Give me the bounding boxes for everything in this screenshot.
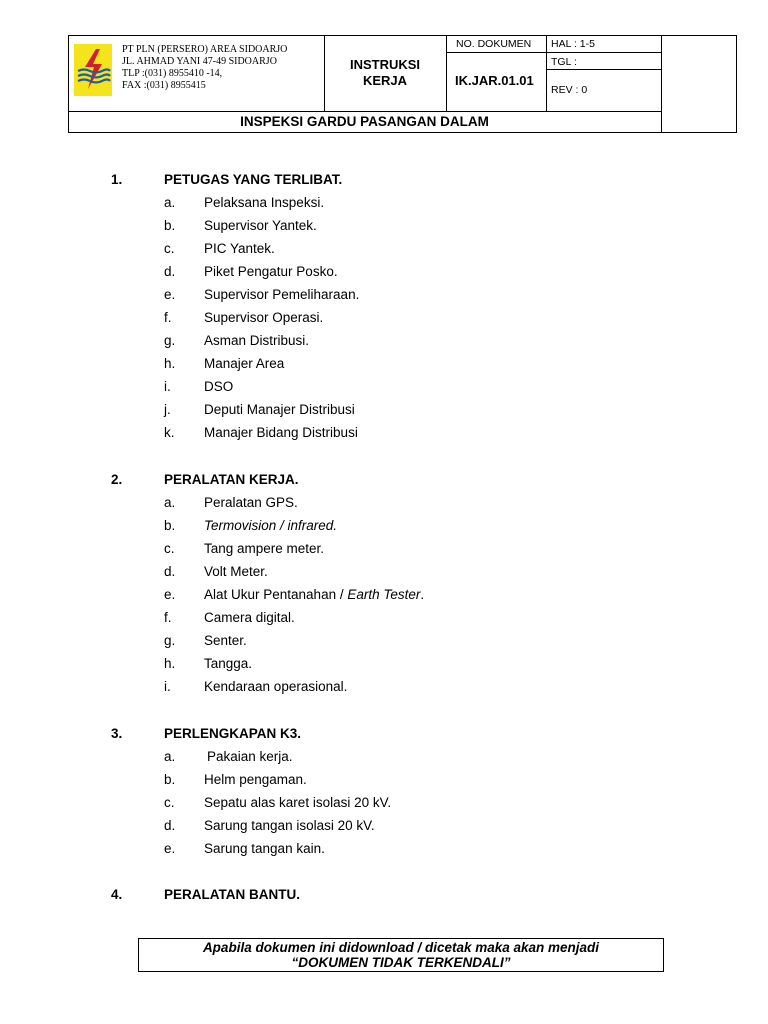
list-item: Peralatan GPS. [204, 495, 298, 510]
list-item: Helm pengaman. [204, 772, 307, 787]
doc-type-line2: KERJA [362, 73, 408, 88]
item-letter: c. [164, 541, 175, 556]
item-letter: j. [164, 402, 171, 417]
border-right [736, 35, 737, 133]
list-item: Piket Pengatur Posko. [204, 264, 338, 279]
item-letter: a. [164, 195, 176, 210]
border-doctype-right [446, 35, 447, 112]
list-item: Sarung tangan kain. [204, 841, 325, 856]
item-letter: b. [164, 518, 176, 533]
footer-line-1: Apabila dokumen ini didownload / dicetak maka akan menjadi [202, 940, 600, 955]
border-mid [68, 111, 661, 112]
list-item: Kendaraan operasional. [204, 679, 348, 694]
border-top [68, 35, 736, 36]
list-item: Supervisor Operasi. [204, 310, 324, 325]
item-letter: h. [164, 656, 176, 671]
item-letter: d. [164, 818, 176, 833]
list-item: Sepatu alas karet isolasi 20 kV. [204, 795, 392, 810]
section-title: PERALATAN KERJA. [164, 472, 299, 487]
company-line-1: PT PLN (PERSERO) AREA SIDOARJO [122, 44, 288, 55]
item-letter: c. [164, 241, 175, 256]
item-letter: g. [164, 633, 176, 648]
section-number: 3. [111, 726, 123, 741]
border-docno-label [446, 52, 661, 53]
list-item: Senter. [204, 633, 247, 648]
doc-type-line1: INSTRUKSI [349, 57, 421, 72]
item-text-suffix: . [420, 587, 425, 602]
item-letter: f. [164, 310, 172, 325]
item-letter: b. [164, 218, 176, 233]
item-text-italic: Earth Tester [347, 587, 421, 602]
item-letter: a. [164, 495, 176, 510]
item-letter: i. [164, 679, 171, 694]
item-letter: e. [164, 587, 176, 602]
border-tgl [546, 69, 661, 70]
list-item: Deputi Manajer Distribusi [204, 402, 355, 417]
section-title: PETUGAS YANG TERLIBAT. [164, 172, 343, 187]
border-docno-right [546, 35, 547, 112]
doc-number: IK.JAR.01.01 [455, 73, 534, 88]
item-letter: g. [164, 333, 176, 348]
list-item: DSO [204, 379, 234, 394]
item-letter: d. [164, 264, 176, 279]
list-item: Manajer Bidang Distribusi [204, 425, 358, 440]
border-info-right [661, 35, 662, 133]
list-item [204, 587, 424, 602]
uncontrolled-document-notice [138, 938, 664, 972]
list-item: Camera digital. [204, 610, 295, 625]
list-item: Termovision / infrared. [204, 518, 338, 533]
pln-logo-icon [74, 44, 112, 96]
list-item: Pelaksana Inspeksi. [204, 195, 325, 210]
pln-logo [74, 44, 112, 96]
border-bottom [68, 132, 736, 133]
tgl-field: TGL : [551, 56, 577, 68]
item-letter: f. [164, 610, 172, 625]
section-title: PERLENGKAPAN K3. [164, 726, 302, 741]
section-number: 4. [111, 887, 123, 902]
no-dokumen-label: NO. DOKUMEN [456, 38, 532, 50]
list-item: PIC Yantek. [204, 241, 275, 256]
footer-line-2: “DOKUMEN TIDAK TERKENDALI” [291, 955, 511, 970]
company-line-4: FAX :(031) 8955415 [122, 80, 206, 91]
item-letter: e. [164, 287, 176, 302]
company-line-2: JL. AHMAD YANI 47-49 SIDOARJO [122, 56, 277, 67]
item-letter: e. [164, 841, 176, 856]
document-title: INSPEKSI GARDU PASANGAN DALAM [240, 114, 489, 129]
section-title: PERALATAN BANTU. [164, 887, 300, 902]
item-text: Alat Ukur Pentanahan / [204, 587, 348, 602]
list-item: Supervisor Yantek. [204, 218, 317, 233]
hal-field: HAL : 1-5 [551, 38, 595, 50]
item-letter: c. [164, 795, 175, 810]
list-item: Sarung tangan isolasi 20 kV. [204, 818, 375, 833]
item-letter: k. [164, 425, 175, 440]
list-item: Tang ampere meter. [204, 541, 325, 556]
item-letter: b. [164, 772, 176, 787]
list-item: Tangga. [204, 656, 253, 671]
item-letter: i. [164, 379, 171, 394]
rev-field: REV : 0 [551, 84, 588, 96]
list-item: Asman Distribusi. [204, 333, 310, 348]
section-number: 2. [111, 472, 123, 487]
list-item: Pakaian kerja. [207, 749, 293, 764]
list-item: Supervisor Pemeliharaan. [204, 287, 360, 302]
item-letter: a. [164, 749, 176, 764]
company-line-3: TLP :(031) 8955410 -14, [122, 68, 223, 79]
item-letter: h. [164, 356, 176, 371]
list-item: Manajer Area [204, 356, 285, 371]
item-letter: d. [164, 564, 176, 579]
list-item: Volt Meter. [204, 564, 268, 579]
section-number: 1. [111, 172, 123, 187]
